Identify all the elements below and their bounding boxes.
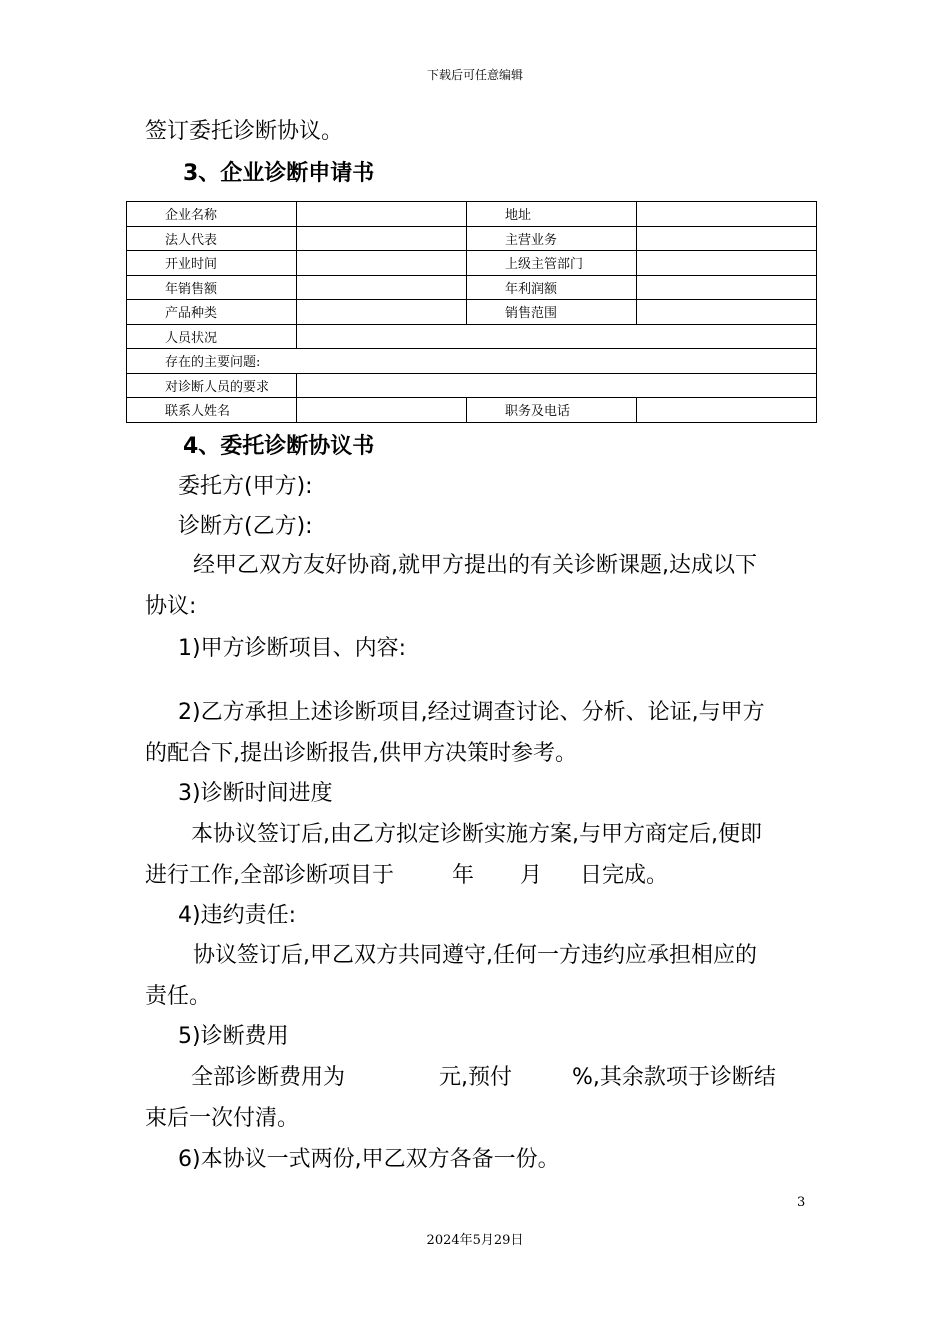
field-label: 法人代表 <box>127 226 297 251</box>
field-label: 职务及电话 <box>467 398 637 423</box>
table-row <box>127 202 817 227</box>
field-value-cell[interactable] <box>637 300 817 325</box>
item-2-line-2: 的配合下,提出诊断报告,供甲方决策时参考。 <box>145 741 577 766</box>
table-row <box>127 324 817 349</box>
item-4-body-line-1: 协议签订后,甲乙双方共同遵守,任何一方违约应承担相应的 <box>193 943 757 968</box>
preamble-line-1: 经甲乙双方友好协商,就甲方提出的有关诊断课题,达成以下 <box>193 553 757 578</box>
field-value-cell[interactable] <box>637 275 817 300</box>
table-row <box>127 398 817 423</box>
field-value-cell[interactable] <box>297 251 467 276</box>
field-label: 年利润额 <box>467 275 637 300</box>
field-label: 销售范围 <box>467 300 637 325</box>
field-label: 年销售额 <box>127 275 297 300</box>
field-label: 开业时间 <box>127 251 297 276</box>
field-value-cell[interactable] <box>637 251 817 276</box>
field-label: 对诊断人员的要求 <box>127 373 297 398</box>
field-label: 人员状况 <box>127 324 297 349</box>
year-label: 年 <box>452 863 475 888</box>
field-label: 产品种类 <box>127 300 297 325</box>
day-label: 日完成。 <box>580 863 669 888</box>
table-row <box>127 251 817 276</box>
table-row <box>127 373 817 398</box>
field-label: 主营业务 <box>467 226 637 251</box>
field-value-cell[interactable] <box>637 226 817 251</box>
field-value-cell[interactable] <box>297 324 817 349</box>
item-4-body-line-2: 责任。 <box>145 984 212 1009</box>
fee-text: 全部诊断费用为 <box>191 1065 346 1090</box>
item-6: 6)本协议一式两份,甲乙双方各备一份。 <box>178 1147 560 1172</box>
field-value-cell[interactable] <box>297 373 817 398</box>
item-5-body-line-2: 束后一次付清。 <box>145 1106 300 1131</box>
item-1: 1)甲方诊断项目、内容: <box>178 636 406 661</box>
month-label: 月 <box>520 863 543 888</box>
field-label: 地址 <box>467 202 637 227</box>
item-3: 3)诊断时间进度 <box>178 781 333 806</box>
field-label: 存在的主要问题: <box>127 349 817 374</box>
item-3-body-line-2 <box>145 861 668 891</box>
footer-date: 2024年5月29日 <box>426 1233 524 1248</box>
field-value-cell[interactable] <box>637 202 817 227</box>
field-value-cell[interactable] <box>637 398 817 423</box>
item-3-body-text: 进行工作,全部诊断项目于 <box>145 863 394 888</box>
table-row <box>127 226 817 251</box>
intro-line: 签订委托诊断协议。 <box>145 119 344 144</box>
field-label: 上级主管部门 <box>467 251 637 276</box>
item-3-body-line-1: 本协议签订后,由乙方拟定诊断实施方案,与甲方商定后,便即 <box>191 822 762 847</box>
section-3-title: 3、企业诊断申请书 <box>183 161 375 186</box>
field-label: 企业名称 <box>127 202 297 227</box>
preamble-line-2: 协议: <box>145 594 197 619</box>
balance-text: %,其余款项于诊断结 <box>572 1065 776 1090</box>
field-value-cell[interactable] <box>297 300 467 325</box>
item-5: 5)诊断费用 <box>178 1024 289 1049</box>
page-number: 3 <box>797 1195 806 1210</box>
field-value-cell[interactable] <box>297 275 467 300</box>
table-row <box>127 275 817 300</box>
page-header: 下载后可任意编辑 <box>426 68 523 82</box>
item-4: 4)违约责任: <box>178 903 296 928</box>
prepay-text: 元,预付 <box>439 1065 513 1090</box>
field-value-cell[interactable] <box>297 226 467 251</box>
field-value-cell[interactable] <box>297 202 467 227</box>
item-2-line-1: 2)乙方承担上述诊断项目,经过调查讨论、分析、论证,与甲方 <box>178 700 765 725</box>
field-label: 联系人姓名 <box>127 398 297 423</box>
table-row <box>127 300 817 325</box>
party-a-line: 委托方(甲方): <box>178 474 313 499</box>
section-4-title: 4、委托诊断协议书 <box>183 434 375 459</box>
table-row <box>127 349 817 374</box>
field-value-cell[interactable] <box>297 398 467 423</box>
party-b-line: 诊断方(乙方): <box>178 514 313 539</box>
application-form-table <box>126 201 817 423</box>
item-5-body-line-1 <box>191 1063 776 1093</box>
